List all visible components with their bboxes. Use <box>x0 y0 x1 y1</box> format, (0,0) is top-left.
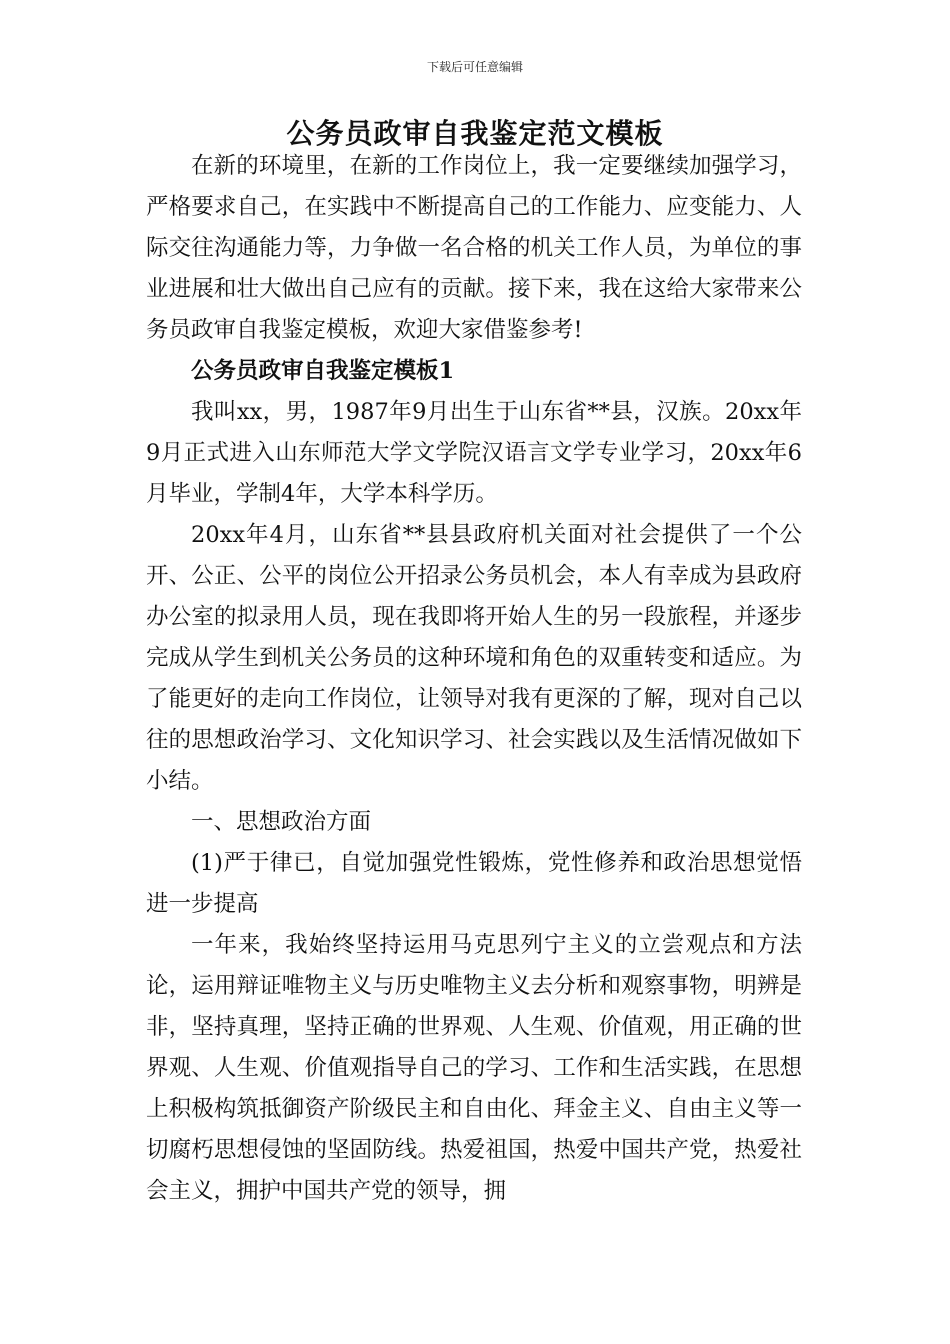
document-body <box>146 146 802 1212</box>
section-heading: 公务员政审自我鉴定模板1 <box>191 358 455 384</box>
body-paragraph: 20xx年4月，山东省**县县政府机关面对社会提供了一个公开、公正、公平的岗位公开招录公务员机会，本人有幸成为县政府办公室的拟录用人员，现在我即将开始人生的另一段旅程，并逐步完成从学生到机关公务员的这种环境和角色的双重转变和适应。为了能更好的走向工作岗位，让领导对我有更深的了解，现对自己以往的思想政治学习、文化知识学习、社会实践以及生活情况做如下小结。 <box>146 522 802 794</box>
body-paragraph: 我叫xx，男，1987年9月出生于山东省**县，汉族。20xx年9月正式进入山东师范大学文学院汉语言文学专业学习，20xx年6月毕业，学制4年，大学本科学历。 <box>146 399 802 507</box>
header-note: 下载后可任意编辑 <box>426 60 523 74</box>
intro-paragraph: 在新的环境里，在新的工作岗位上，我一定要继续加强学习，严格要求自己，在实践中不断提高自己的工作能力、应变能力、人际交往沟通能力等，力争做一名合格的机关工作人员，为单位的事业进展和壮大做出自己应有的贡献。接下来，我在这给大家带来公务员政审自我鉴定模板，欢迎大家借鉴参考! <box>146 153 802 343</box>
subsection-heading: 一、思想政治方面 <box>191 809 372 835</box>
subsection-item: (1)严于律已，自觉加强党性锻炼，党性修养和政治思想觉悟进一步提高 <box>146 850 802 917</box>
document-title: 公务员政审自我鉴定范文模板 <box>286 117 664 150</box>
body-paragraph: 一年来，我始终坚持运用马克思列宁主义的立尝观点和方法论，运用辩证唯物主义与历史唯物主义去分析和观察事物，明辨是非，坚持真理，坚持正确的世界观、人生观、价值观，用正确的世界观、人生观、价值观指导自己的学习、工作和生活实践，在思想上积极构筑抵御资产阶级民主和自由化、拜金主义、自由主义等一切腐朽思想侵蚀的坚固防线。热爱祖国，热爱中国共产党，热爱社会主义，拥护中国共产党的领导，拥 <box>146 932 802 1204</box>
